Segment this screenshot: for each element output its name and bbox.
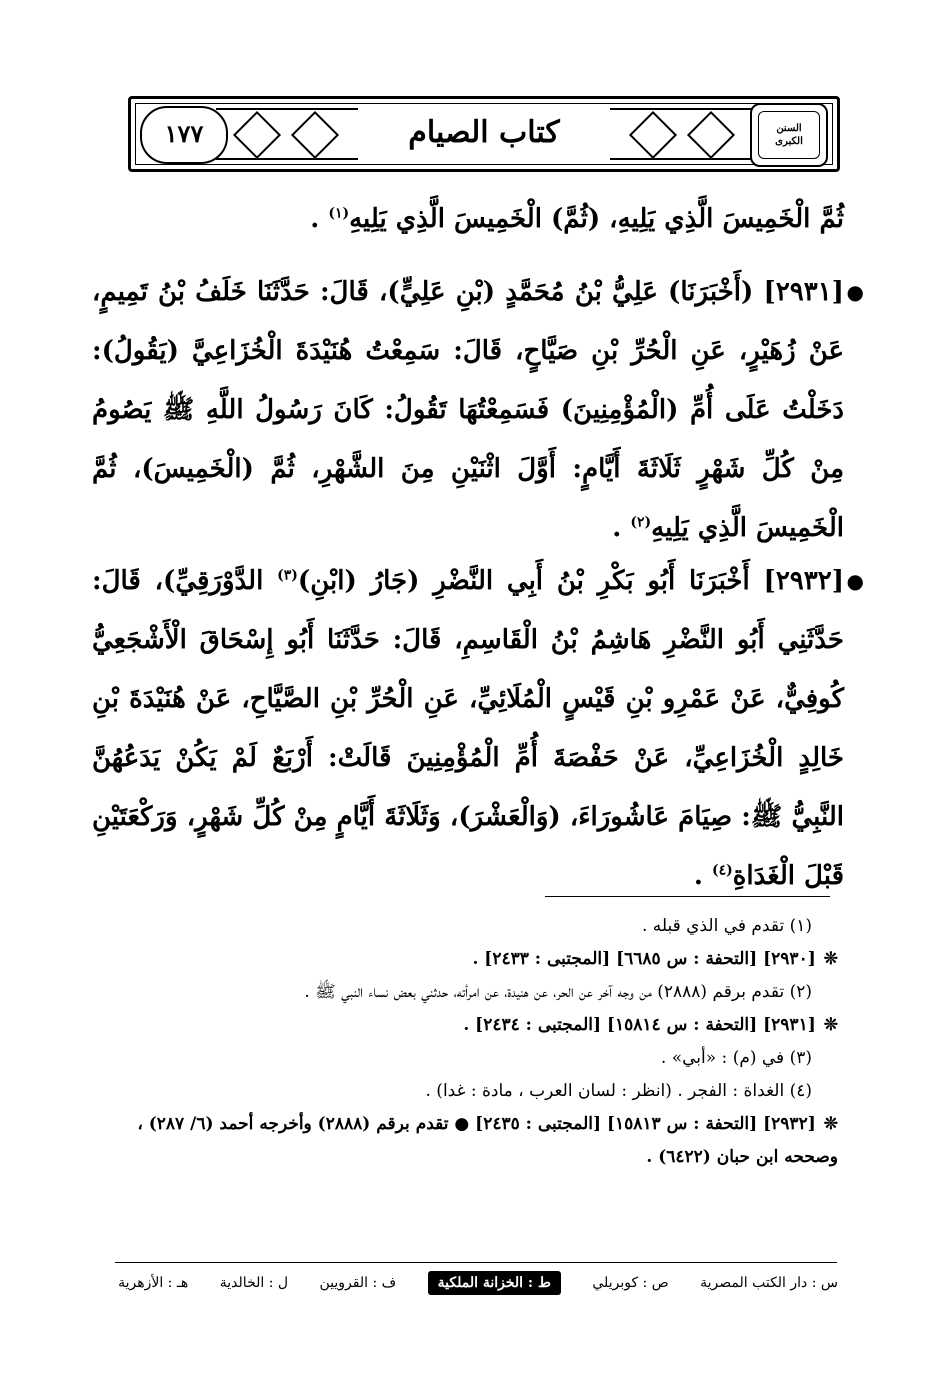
legend-item-highlighted: ط : الخزانة الملكية (428, 1271, 561, 1295)
footnote-text: (٤) الغداة : الفجر . (انظر : لسان العرب ، مادة : غدا) . (425, 1081, 812, 1101)
footnote-item (110, 943, 838, 976)
legend-item: ص : كوبريلي (592, 1275, 669, 1291)
footnote-text: [٢٩٣١] [التحفة : س ١٥٨١٤] [المجتبى : ٢٤٣٤] . (463, 1015, 816, 1035)
footnote-divider (545, 896, 830, 897)
footnote-text: (١) تقدم في الذي قبله . (641, 916, 812, 936)
legend-item: ف : القرويين (319, 1275, 397, 1291)
hadith-2931: ● [٢٩٣١] (أَخْبَرَنَا) عَلِيُّ بْنُ مُحَمَّدٍ (بْنِ عَلِيٍّ)، قَالَ: حَدَّثَنَا خَلَفُ بْنُ تَمِيمٍ، عَنْ زُهَيْرٍ، عَنِ الْحُرِّ بْنِ صَيَّاحٍ، قَالَ: سَمِعْتُ هُنَيْدَةَ الْخُزَاعِيَّ (يَقُولُ): دَخَلْتُ عَلَى أُمِّ (الْمُؤْمِنِينَ) فَسَمِعْتُهَا تَقُولُ: كَانَ رَسُولُ اللَّهِ ﷺ يَصُومُ مِنْ كُلِّ شَهْرٍ ثَلَاثَةَ أَيَّامٍ: أَوَّلَ اثْنَيْنِ مِنَ الشَّهْرِ، ثُمَّ (الْخَمِيسَ)، ثُمَّ الْخَمِيسَ الَّذِي يَلِيهِ$^{(٢)}$ . (92, 263, 844, 558)
seal-line-2: الكبرى (775, 136, 803, 147)
footnote-text: (٢) تقدم برقم (٢٨٨٨) من وجه آخر عن الحر، عن هنيدة، عن امرأته، حدثني بعض نساء النبي ﷺ . (304, 982, 812, 1002)
bullet-icon: ● (846, 280, 864, 304)
chapter-title: كتاب الصيام (358, 106, 610, 160)
legend-rule (115, 1262, 837, 1263)
footnote-item (110, 976, 838, 1009)
hadith-text: (أَخْبَرَنَا) عَلِيُّ بْنُ مُحَمَّدٍ (بْنِ عَلِيٍّ)، قَالَ: حَدَّثَنَا خَلَفُ بْنُ تَمِيمٍ، عَنْ زُهَيْرٍ، عَنِ الْحُرِّ بْنِ صَيَّاحٍ، قَالَ: سَمِعْتُ هُنَيْدَةَ الْخُزَاعِيَّ (يَقُولُ): دَخَلْتُ عَلَى أُمِّ (الْمُؤْمِنِينَ) فَسَمِعْتُهَا تَقُولُ: كَانَ رَسُولُ اللَّهِ ﷺ يَصُومُ مِنْ كُلِّ شَهْرٍ ثَلَاثَةَ أَيَّامٍ: أَوَّلَ اثْنَيْنِ مِنَ الشَّهْرِ، ثُمَّ (الْخَمِيسَ)، ثُمَّ الْخَمِيسَ الَّذِي يَلِيهِ (92, 277, 844, 543)
footnote-item (110, 1108, 838, 1174)
legend-item: س : دار الكتب المصرية (700, 1275, 838, 1291)
footnote-ref: (٢) (630, 514, 652, 531)
hadith-text-part1: أَخْبَرَنَا أَبُو بَكْرِ بْنُ أَبِي النَّضْرِ (جَارُ (ابْنِ) (297, 566, 750, 596)
footnote-text: [٢٩٣٢] [التحفة : س ١٥٨١٣] [المجتبى : ٢٤٣٥] ● تقدم برقم (٢٨٨٨) وأخرجه أحمد (٦/ ٢٨٧) ، وصححه ابن حبان (٦٤٢٢) . (137, 1114, 838, 1167)
footnote-ref: (٣) (277, 567, 298, 584)
star-icon: ❊ (823, 1114, 838, 1134)
legend-item: ل : الخالدية (219, 1275, 289, 1291)
hadith-number: [٢٩٣٢] (763, 566, 844, 596)
legend-item: هـ : الأزهرية (118, 1275, 189, 1291)
manuscript-legend (118, 1267, 838, 1299)
hadith-text-part2: الدَّوْرَقِيِّ)، قَالَ: حَدَّثَنِي أَبُو النَّضْرِ هَاشِمُ بْنُ الْقَاسِمِ، قَالَ: حَدَّثَنَا أَبُو إِسْحَاقَ الْأَشْجَعِيُّ كُوفِيٌّ، عَنْ عَمْرِو بْنِ قَيْسٍ الْمُلَائِيِّ، عَنِ الْحُرِّ بْنِ الصَّيَّاحِ، عَنْ هُنَيْدَةَ بْنِ خَالِدٍ الْخُزَاعِيِّ، عَنْ حَفْصَةَ أُمِّ الْمُؤْمِنِينَ قَالَتْ: أَرْبَعٌ لَمْ يَكُنْ يَدَعُهُنَّ النَّبِيُّ ﷺ: صِيَامَ عَاشُورَاءَ، (وَالْعَشْرَ)، وَثَلَاثَةَ أَيَّامٍ مِنْ كُلِّ شَهْرٍ، وَرَكْعَتَيْنِ قَبْلَ الْغَدَاةِ (92, 566, 844, 891)
star-icon: ❊ (823, 1015, 838, 1035)
footnote-text: (٣) في (م) : «أبي» . (660, 1048, 812, 1068)
continuation-text: ثُمَّ الْخَمِيسَ الَّذِي يَلِيهِ، (ثُمَّ) الْخَمِيسَ الَّذِي يَلِيهِ (349, 204, 844, 234)
footnotes (110, 910, 838, 1174)
hadith-number: [٢٩٣١] (763, 277, 844, 307)
bullet-icon: ● (846, 569, 864, 593)
footnote-ref: (١) (328, 205, 350, 222)
footnote-item (110, 910, 838, 943)
footnote-item (110, 1075, 838, 1108)
hadith-2932: ● [٢٩٣٢] أَخْبَرَنَا أَبُو بَكْرِ بْنُ أَبِي النَّضْرِ (جَارُ (ابْنِ)$^{(٣)}$ الدَّوْرَقِيِّ)، قَالَ: حَدَّثَنِي أَبُو النَّضْرِ هَاشِمُ بْنُ الْقَاسِمِ، قَالَ: حَدَّثَنَا أَبُو إِسْحَاقَ الْأَشْجَعِيُّ كُوفِيٌّ، عَنْ عَمْرِو بْنِ قَيْسٍ الْمُلَائِيِّ، عَنِ الْحُرِّ بْنِ الصَّيَّاحِ، عَنْ هُنَيْدَةَ بْنِ خَالِدٍ الْخُزَاعِيِّ، عَنْ حَفْصَةَ أُمِّ الْمُؤْمِنِينَ قَالَتْ: أَرْبَعٌ لَمْ يَكُنْ يَدَعُهُنَّ النَّبِيُّ ﷺ: صِيَامَ عَاشُورَاءَ، (وَالْعَشْرَ)، وَثَلَاثَةَ أَيَّامٍ مِنْ كُلِّ شَهْرٍ، وَرَكْعَتَيْنِ قَبْلَ الْغَدَاةِ$^{(٤)}$ . (92, 552, 844, 906)
continuation-line: ثُمَّ الْخَمِيسَ الَّذِي يَلِيهِ، (ثُمَّ) الْخَمِيسَ الَّذِي يَلِيهِ$^{(١)}$ . (310, 204, 844, 234)
footnote-ref: (٤) (712, 862, 733, 879)
footnote-text: [٢٩٣٠] [التحفة : س ٦٦٨٥] [المجتبى : ٢٤٣٣] . (472, 949, 816, 969)
footnote-item (110, 1009, 838, 1042)
footnote-item (110, 1042, 838, 1075)
book-seal-logo (750, 103, 828, 167)
page-header (128, 96, 840, 172)
seal-line-1: السنن (776, 123, 802, 134)
star-icon: ❊ (823, 949, 838, 969)
page-number: ١٧٧ (140, 106, 228, 164)
